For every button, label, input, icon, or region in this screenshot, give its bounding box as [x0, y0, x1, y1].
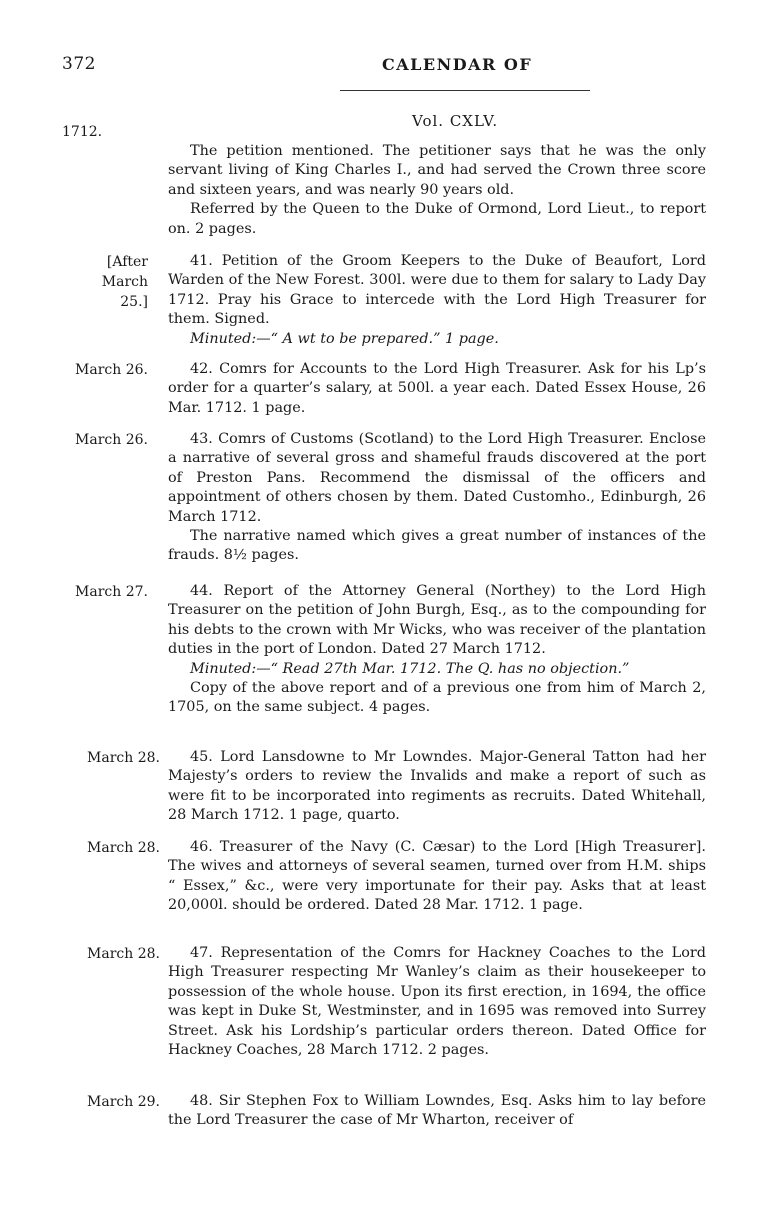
entry-text — [168, 944, 706, 1060]
entry-text — [168, 252, 706, 349]
entry-date: March 28. — [87, 840, 160, 856]
entry-date: March 27. — [75, 584, 148, 600]
paragraph: Referred by the Queen to the Duke of Ormond, Lord Lieut., to report on. 2 pages. — [168, 201, 706, 237]
entry-text — [168, 748, 706, 826]
paragraph: The narrative named which gives a great number of instances of the frauds. 8½ pages. — [168, 528, 706, 564]
paragraph: 42. Comrs for Accounts to the Lord High Treasurer. Ask for his Lp’s order for a quarter’s salary, at 500l. a year each. Dated Essex House, 26 Mar. 1712. 1 page. — [168, 361, 706, 416]
header-rule — [340, 90, 590, 91]
entry-text — [168, 1092, 706, 1131]
paragraph: 43. Comrs of Customs (Scotland) to the Lord High Treasurer. Enclose a narrative of several gross and shameful frauds discovered at the port of Preston Pans. Recommend the dismissal of the officers and appointment of others chosen by them. Dated Customho., Edinburgh, 26 March 1712. — [168, 431, 706, 525]
entry-text — [168, 582, 706, 718]
running-title: CALENDAR OF — [382, 55, 533, 74]
entry-date: March 28. — [87, 750, 160, 766]
entry-date: March 26. — [75, 432, 148, 448]
entry-date: March 26. — [75, 362, 148, 378]
paragraph: 41. Petition of the Groom Keepers to the Duke of Beaufort, Lord Warden of the New Forest. 300l. were due to them for salary to Lady Day 1712. Pray his Grace to intercede with the Lord High Treasurer for them. Signed. — [168, 253, 706, 328]
entry-text — [168, 838, 706, 916]
entry-text — [168, 360, 706, 418]
entry-date: March 28. — [87, 946, 160, 962]
paragraph: Copy of the above report and of a previous one from him of March 2, 1705, on the same subject. 4 pages. — [168, 680, 706, 716]
paragraph: 46. Treasurer of the Navy (C. Cæsar) to the Lord [High Treasurer]. The wives and attorneys of several seamen, turned over from H.M. ships “ Essex,” &c., were very importunate for their pay. Asks that at least 20,000l. should be ordered. Dated 28 Mar. 1712. 1 page. — [168, 839, 706, 914]
paragraph: Minuted:—“ A wt to be prepared.” 1 page. — [190, 330, 499, 347]
paragraph: 48. Sir Stephen Fox to William Lowndes, Esq. Asks him to lay before the Lord Treasurer the case of Mr Wharton, receiver of — [168, 1093, 706, 1129]
paragraph: Minuted:—“ Read 27th Mar. 1712. The Q. has no objection.” — [190, 660, 630, 677]
page-number: 372 — [62, 54, 96, 74]
entry-date: March 29. — [87, 1094, 160, 1110]
paragraph: 45. Lord Lansdowne to Mr Lowndes. Major-General Tatton had her Majesty’s orders to review the Invalids and make a report of such as were fit to be incorporated into regiments as recruits. Dated Whitehall, 28 March 1712. 1 page, quarto. — [168, 749, 706, 824]
entry-text — [168, 430, 706, 566]
entry-date: [After March 25.] — [101, 254, 148, 310]
paragraph: 47. Representation of the Comrs for Hackney Coaches to the Lord High Treasurer respecting Mr Wanley’s claim as their housekeeper to possession of the whole house. Upon its first erection, in 1694, the office was kept in Duke St, Westminster, and in 1695 was removed into Surrey Street. Ask his Lordship’s particular orders thereon. Dated Office for Hackney Coaches, 28 March 1712. 2 pages. — [168, 945, 706, 1059]
paragraph: 44. Report of the Attorney General (Northey) to the Lord High Treasurer on the petition of John Burgh, Esq., as to the compounding for his debts to the crown with Mr Wicks, who was receiver of the plantation duties in the port of London. Dated 27 March 1712. — [168, 583, 706, 658]
volume-heading: Vol. CXLV. — [412, 112, 499, 130]
entry-date: 1712. — [62, 124, 103, 140]
paragraph: The petition mentioned. The petitioner says that he was the only servant living of King Charles I., and had served the Crown three score and sixteen years, and was nearly 90 years old. — [168, 143, 706, 198]
page-header — [0, 54, 770, 78]
entry-text — [168, 142, 706, 239]
